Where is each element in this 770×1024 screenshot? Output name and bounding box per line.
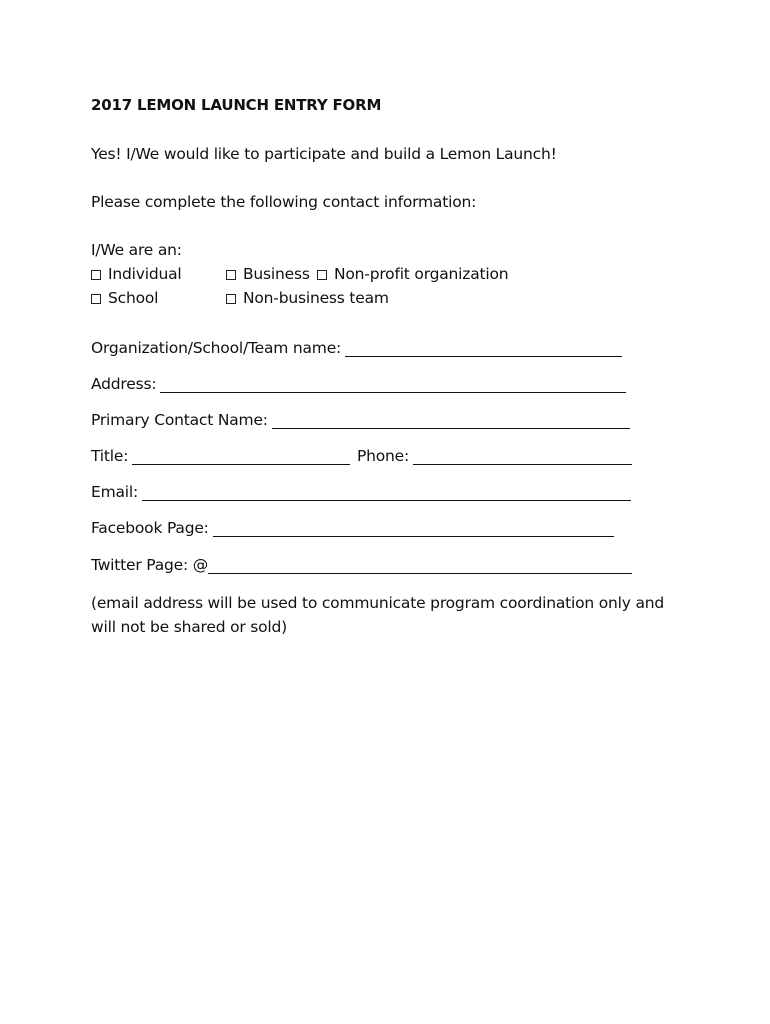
title-field[interactable] [132, 446, 350, 465]
email-field[interactable] [142, 482, 631, 501]
twitter-field[interactable] [208, 555, 632, 574]
primary-contact-row [91, 410, 630, 429]
phone-label: Phone: [357, 447, 410, 465]
title-row [91, 446, 350, 465]
facebook-field[interactable] [213, 518, 614, 537]
twitter-label: Twitter Page: @ [91, 556, 209, 574]
primary-contact-label: Primary Contact Name: [91, 411, 268, 429]
checkbox-nonbusiness-team[interactable] [226, 294, 236, 304]
phone-field[interactable] [413, 446, 632, 465]
email-row [91, 482, 631, 501]
address-label: Address: [91, 375, 157, 393]
checkbox-business[interactable] [226, 270, 236, 280]
option-individual[interactable] [91, 265, 182, 283]
checkbox-individual[interactable] [91, 270, 101, 280]
address-field[interactable] [160, 374, 626, 393]
checkbox-nonprofit[interactable] [317, 270, 327, 280]
checkbox-school[interactable] [91, 294, 101, 304]
option-school-label: School [108, 289, 159, 307]
org-name-label: Organization/School/Team name: [91, 339, 342, 357]
phone-row [357, 446, 632, 465]
form-title: 2017 LEMON LAUNCH ENTRY FORM [91, 96, 382, 114]
twitter-row [91, 555, 632, 574]
primary-contact-field[interactable] [272, 410, 630, 429]
title-label: Title: [91, 447, 129, 465]
intro-text: Yes! I/We would like to participate and build a Lemon Launch! [91, 145, 557, 163]
entrant-type-label: I/We are an: [91, 241, 182, 259]
option-nonbusiness-team-label: Non-business team [243, 289, 389, 307]
option-school[interactable] [91, 289, 158, 307]
option-business[interactable] [226, 265, 310, 283]
facebook-label: Facebook Page: [91, 519, 209, 537]
option-nonprofit[interactable] [317, 265, 508, 283]
facebook-row [91, 518, 614, 537]
option-business-label: Business [243, 265, 310, 283]
option-nonbusiness-team[interactable] [226, 289, 389, 307]
option-nonprofit-label: Non-profit organization [334, 265, 509, 283]
org-name-row [91, 338, 622, 357]
address-row [91, 374, 626, 393]
option-individual-label: Individual [108, 265, 182, 283]
email-label: Email: [91, 483, 139, 501]
privacy-note: (email address will be used to communicate program coordination only and will not be shared or sold) [91, 594, 665, 636]
org-name-field[interactable] [345, 338, 622, 357]
instruction-text: Please complete the following contact information: [91, 193, 477, 211]
